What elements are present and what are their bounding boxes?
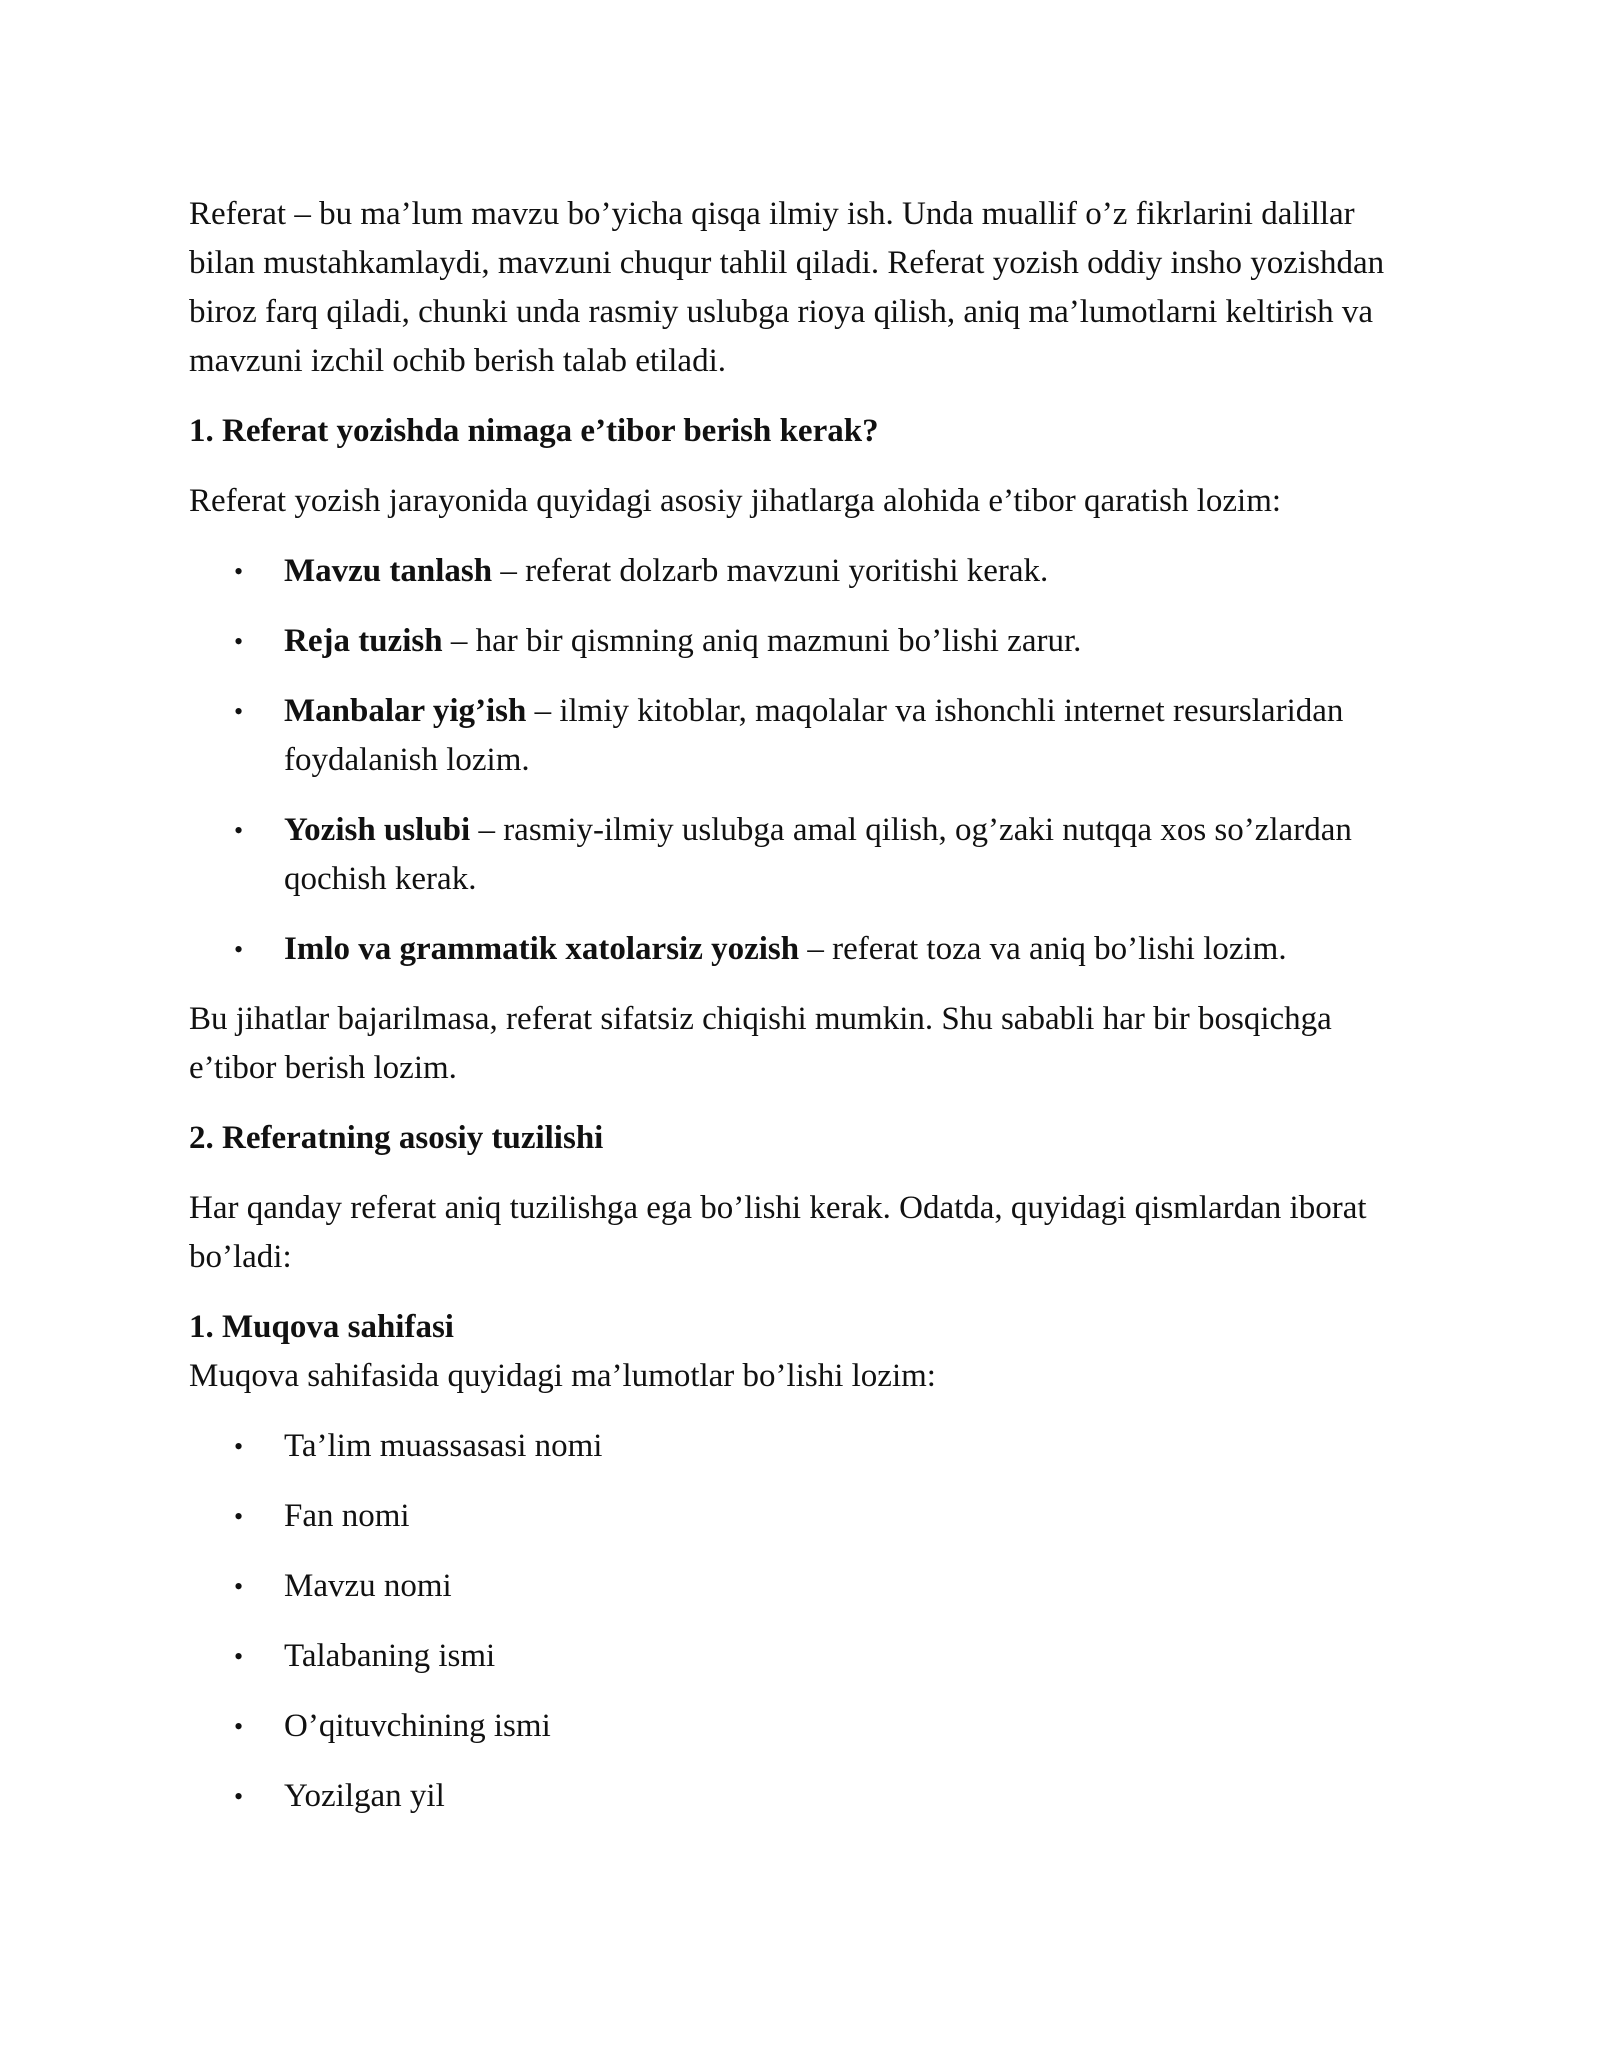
bullet-icon: • [234,1642,244,1671]
list-item [189,925,1419,974]
bullet-icon: • [234,935,244,964]
section-2-heading: 2. Referatning asosiy tuzilishi [189,1120,604,1156]
attention-list [189,547,1419,974]
list-item [189,617,1419,666]
list-item-text: – har bir qismning aniq mazmuni bo’lishi zarur. [442,623,1082,659]
list-item-text: – rasmiy-ilmiy uslubga amal qilish, og’zaki nutqqa xos so’zlardan qochish kerak. [284,812,1352,897]
bullet-icon: • [234,1502,244,1531]
bullet-icon: • [234,627,244,656]
bullet-icon: • [234,816,244,845]
section-2-lead: Har qanday referat aniq tuzilishga ega bo’lishi kerak. Odatda, quyidagi qismlardan iborat bo’ladi: [189,1190,1367,1275]
list-item-text: – referat toza va aniq bo’lishi lozim. [799,931,1287,967]
section-1-closing: Bu jihatlar bajarilmasa, referat sifatsiz chiqishi mumkin. Shu sababli har bir bosqichga e’tibor berish lozim. [189,1001,1332,1086]
bullet-icon: • [234,1432,244,1461]
bullet-icon: • [234,1782,244,1811]
list-item-term: Reja tuzish [284,623,443,659]
list-item [189,1772,1419,1821]
list-item-text: Yozilgan yil [284,1778,445,1814]
list-item-text: Mavzu nomi [284,1568,452,1604]
list-item [189,687,1419,785]
list-item-term: Manbalar yig’ish [284,693,527,729]
document-page [189,190,1419,1842]
intro-paragraph: Referat – bu ma’lum mavzu bo’yicha qisqa ilmiy ish. Unda muallif o’z fikrlarini dalillar bilan mustahkamlaydi, mavzuni chuqur tahlil qiladi. Referat yozish oddiy insho yozishdan biroz farq qiladi, chunki unda rasmiy uslubga rioya qilish, aniq ma’lumotlarni keltirish va mavzuni izchil ochib berish talab etiladi. [189,196,1385,379]
list-item-text: – ilmiy kitoblar, maqolalar va ishonchli internet resurslaridan foydalanish lozim. [284,693,1344,778]
list-item [189,1422,1419,1471]
list-item-text: O’qituvchining ismi [284,1708,551,1744]
subsection-1-heading: 1. Muqova sahifasi [189,1309,454,1345]
list-item [189,1702,1419,1751]
bullet-icon: • [234,697,244,726]
list-item-text: – referat dolzarb mavzuni yoritishi kerak. [492,553,1049,589]
list-item-text: Fan nomi [284,1498,410,1534]
subsection-1-lead: Muqova sahifasida quyidagi ma’lumotlar bo’lishi lozim: [189,1358,936,1394]
list-item [189,1632,1419,1681]
cover-page-list [189,1422,1419,1821]
list-item [189,806,1419,904]
list-item-term: Yozish uslubi [284,812,471,848]
list-item-term: Mavzu tanlash [284,553,493,589]
bullet-icon: • [234,1712,244,1741]
bullet-icon: • [234,557,244,586]
section-1-lead: Referat yozish jarayonida quyidagi asosiy jihatlarga alohida e’tibor qaratish lozim: [189,483,1282,519]
section-1-heading: 1. Referat yozishda nimaga e’tibor berish kerak? [189,413,879,449]
bullet-icon: • [234,1572,244,1601]
list-item-text: Talabaning ismi [284,1638,496,1674]
list-item-term: Imlo va grammatik xatolarsiz yozish [284,931,800,967]
list-item [189,547,1419,596]
list-item [189,1492,1419,1541]
list-item-text: Ta’lim muassasasi nomi [284,1428,603,1464]
list-item [189,1562,1419,1611]
